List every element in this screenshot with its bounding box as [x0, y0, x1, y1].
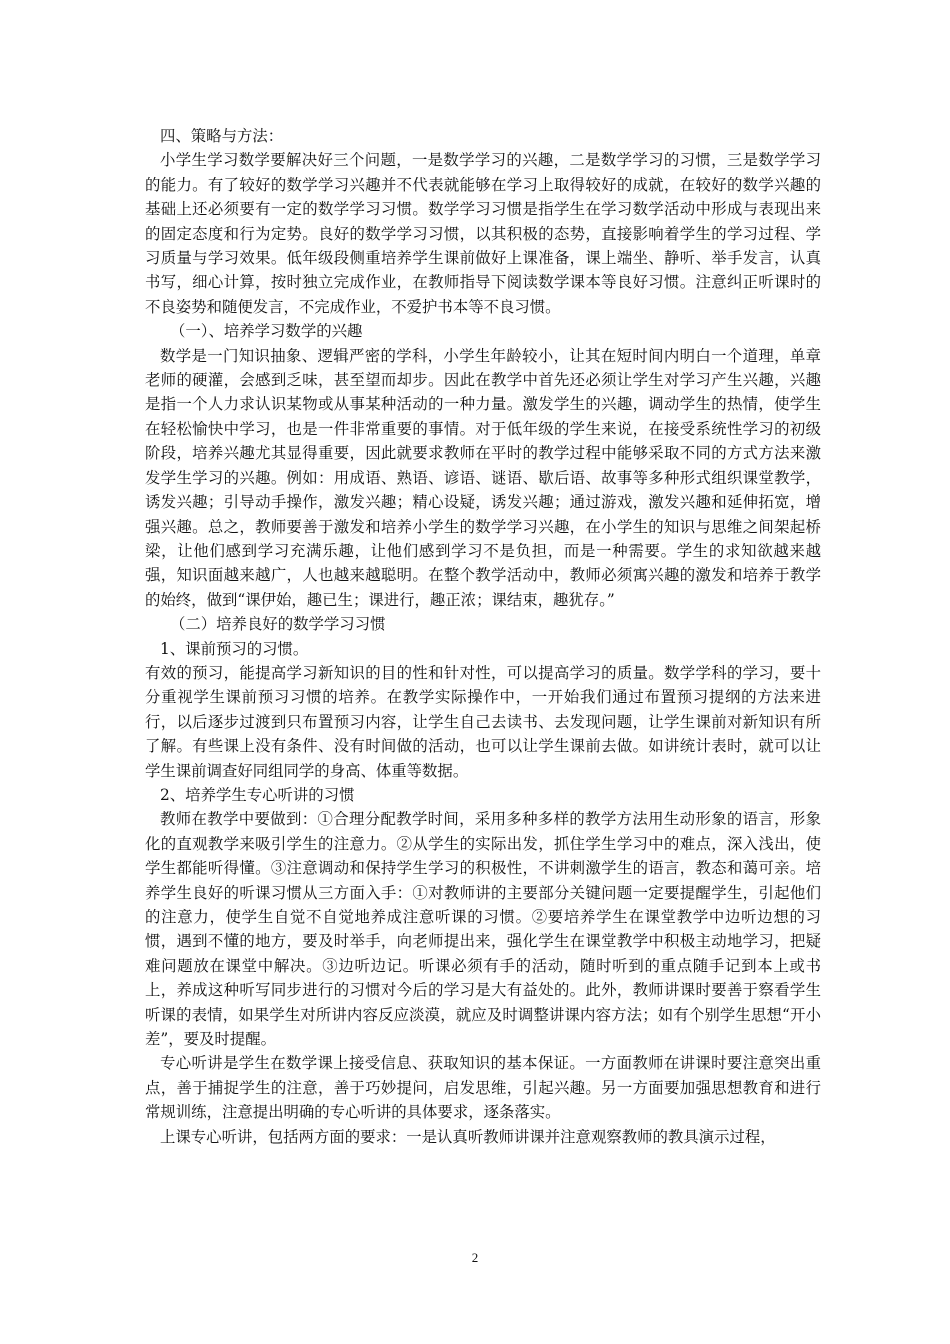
paragraph-preview: 有效的预习，能提高学习新知识的目的性和针对性，可以提高学习的质量。数学学科的学习，要十分重视学生课前预习习惯的培养。在教学实际操作中，一开始我们通过布置预习提纲的方法来进行，以后逐步过渡到只布置预习内容，让学生自己去读书、去发现问题，让学生课前对新知识有所了解。有些课上没有条件、没有时间做的活动，也可以让学生课前去做。如讲统计表时，就可以让学生课前调查好同组同学的身高、体重等数据。: [145, 663, 821, 780]
subsection-heading-habits: （二）培养良好的数学学习习惯: [170, 615, 386, 634]
paragraph-intro: 小学生学习数学要解决好三个问题，一是数学学习的兴趣，二是数学学习的习惯，三是数学学习的能力。有了较好的数学学习兴趣并不代表就能够在学习上取得较好的成就，在较好的数学兴趣的基础上还必须要有一定的数学学习习惯。数学学习习惯是指学生在学习数学活动中形成与表现出来的固定态度和行为定势。良好的数学学习习惯，以其积极的态势，直接影响着学生的学习过程、学习质量与学习效果。低年级段侧重培养学生课前做好上课准备，课上端坐、静听、举手发言，认真书写，细心计算，按时独立完成作业，在教师指导下阅读数学课本等良好习惯。注意纠正听课时的不良姿势和随便发言，不完成作业，不爱护书本等不良习惯。: [145, 151, 821, 316]
paragraph-listening-3: 上课专心听讲，包括两方面的要求：一是认真听教师讲课并注意观察教师的教具演示过程，: [160, 1127, 776, 1146]
subsection-heading-interest: （一）、培养学习数学的兴趣: [170, 322, 363, 341]
item-heading-preview: 1、课前预习的习惯。: [160, 639, 309, 658]
page-number: 2: [471, 1250, 479, 1265]
paragraph-listening-2: 专心听讲是学生在数学课上接受信息、获取知识的基本保证。一方面教师在讲课时要注意突出重点，善于捕捉学生的注意，善于巧妙提问，启发思维，引起兴趣。另一方面要加强思想教育和进行常规训练，注意提出明确的专心听讲的具体要求，逐条落实。: [145, 1054, 821, 1122]
section-heading: 四、策略与方法：: [160, 127, 284, 145]
paragraph-listening-1: 教师在教学中要做到：①合理分配教学时间，采用多种多样的教学方法用生动形象的语言，形象化的直观教学来吸引学生的注意力。②从学生的实际出发，抓住学生学习中的难点，深入浅出，使学生都能听得懂。③注意调动和保持学生学习的积极性，不讲刺激学生的语言，教态和蔼可亲。培养学生良好的听课习惯从三方面入手：①对教师讲的主要部分关键问题一定要提醒学生，引起他们的注意力，使学生自觉不自觉地养成注意听课的习惯。②要培养学生在课堂教学中边听边想的习惯，遇到不懂的地方，要及时举手，向老师提出来，强化学生在课堂教学中积极主动地学习，把疑难问题放在课堂中解决。③边听边记。听课必须有手的活动，随时听到的重点随手记到本上或书上，养成这种听写同步进行的习惯对今后的学习是大有益处的。此外，教师讲课时要善于察看学生听课的表情，如果学生对所讲内容反应淡漠，就应及时调整讲课内容方法；如有个别学生思想“开小差”，要及时提醒。: [145, 810, 821, 1049]
item-heading-listening: 2、培养学生专心听讲的习惯: [160, 785, 355, 804]
document-body: [145, 124, 821, 1149]
paragraph-interest: 数学是一门知识抽象、逻辑严密的学科，小学生年龄较小，让其在短时间内明白一个道理，单章老师的硬灌，会感到乏味，甚至望而却步。因此在教学中首先还必须让学生对学习产生兴趣，兴趣是指一个人力求认识某物或从事某种活动的一种力量。激发学生的兴趣，调动学生的热情，使学生在轻松愉快中学习，也是一件非常重要的事情。对于低年级的学生来说，在接受系统性学习的初级阶段，培养兴趣尤其显得重要，因此就要求教师在平时的教学过程中能够采取不同的方式方法来激发学生学习的兴趣。例如：用成语、熟语、谚语、谜语、歇后语、故事等多种形式组织课堂教学，诱发兴趣；引导动手操作，激发兴趣；精心设疑，诱发兴趣；通过游戏，激发兴趣和延伸拓宽，增强兴趣。总之，教师要善于激发和培养小学生的数学学习兴趣，在小学生的知识与思维之间架起桥梁，让他们感到学习充满乐趣，让他们感到学习不是负担，而是一种需要。学生的求知欲越来越强，知识面越来越广，人也越来越聪明。在整个教学活动中，教师必须寓兴趣的激发和培养于教学的始终，做到“课伊始，趣已生；课进行，趣正浓；课结束，趣犹存。”: [145, 346, 821, 609]
